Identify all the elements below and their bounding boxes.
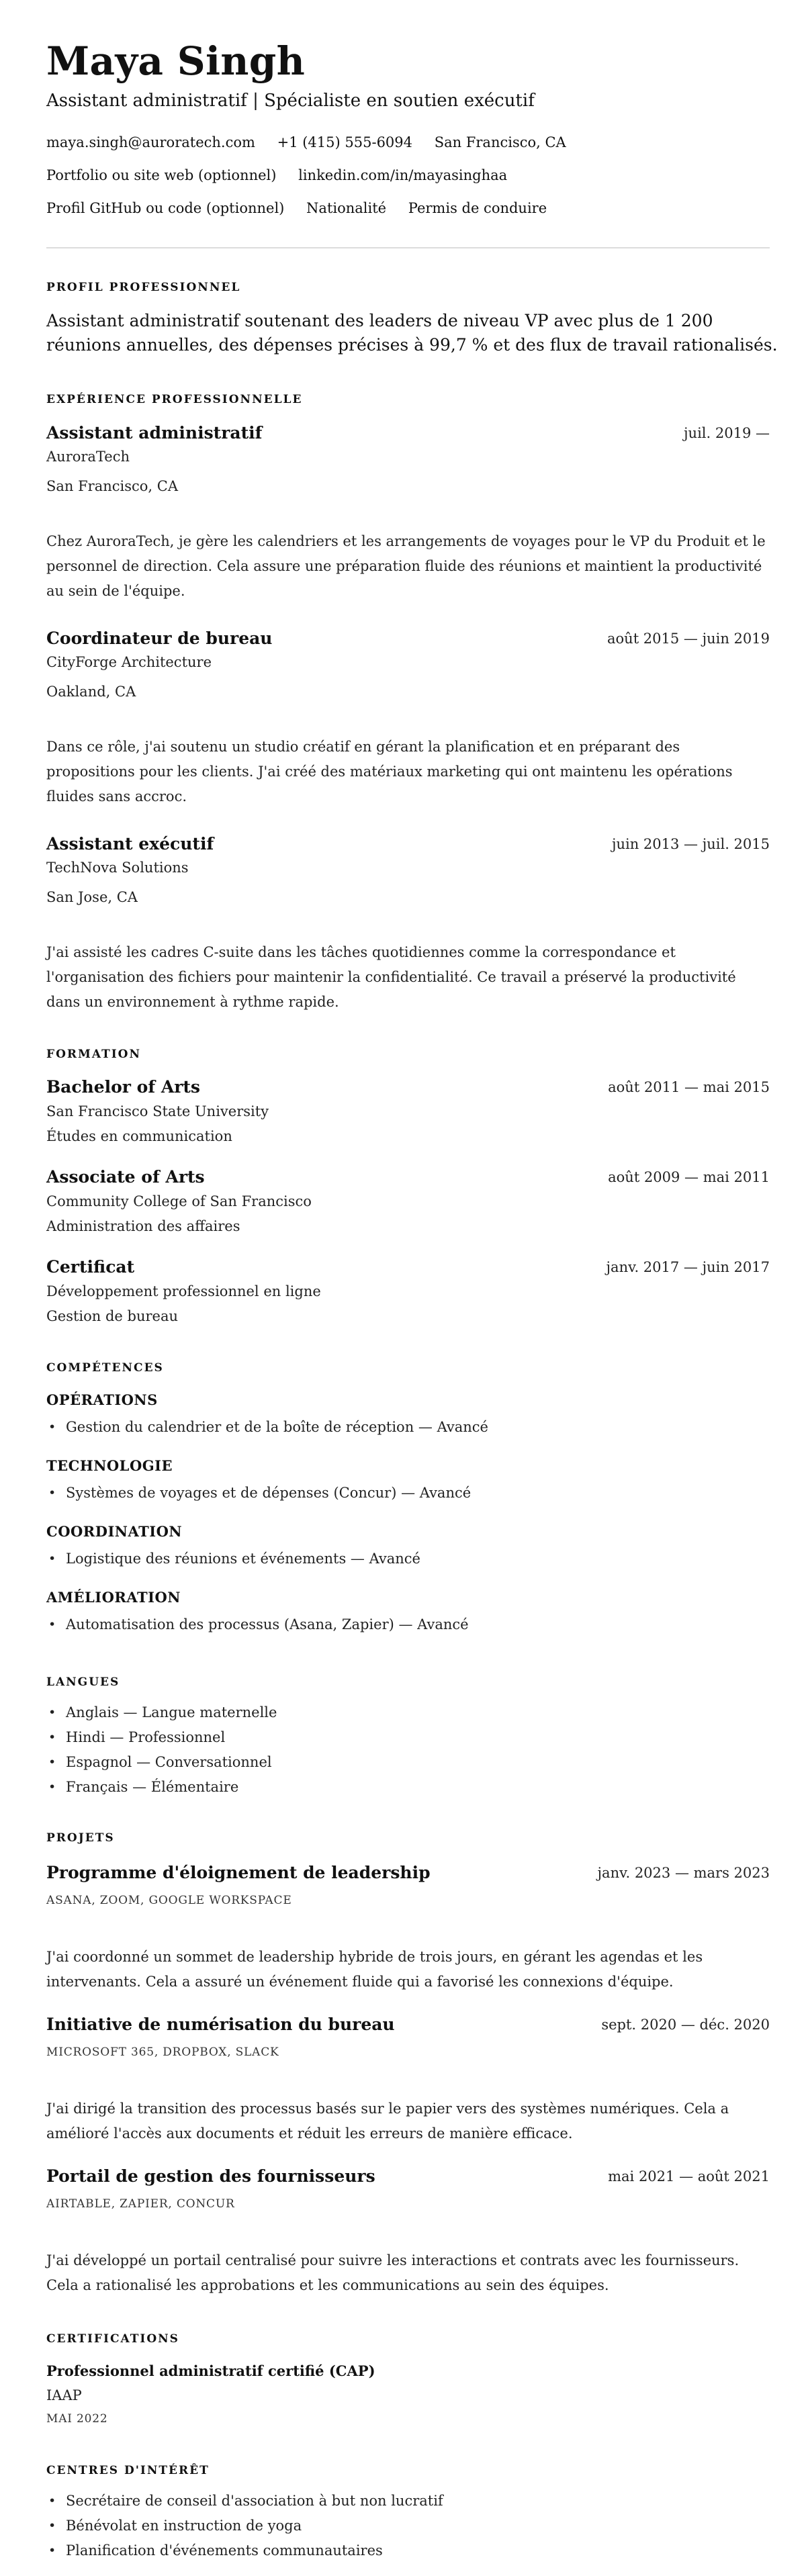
experience-location: San Francisco, CA (46, 478, 179, 494)
nationality-text: Nationalité (306, 200, 387, 216)
experience-description: Chez AuroraTech, je gère les calendriers et les arrangements de voyages pour le VP du Produit et le personnel de direction. Cela assure une préparation fluide des réunions et maintient la productivité au sein de l'équipe. (46, 533, 766, 599)
certification-issuer: IAAP (46, 2387, 82, 2403)
project-description: J'ai développé un portail centralisé pour suivre les interactions et contrats avec les fournisseurs. Cela a rationalisé les approbations et les communications au sein des équipes. (46, 2252, 740, 2293)
interests-heading: CENTRES D'INTÉRÊT (46, 2464, 210, 2477)
interest-item: • Planification d'événements communautaires (46, 2538, 443, 2563)
education-school: Community College of San Francisco (46, 1193, 312, 1209)
experience-title: Assistant exécutif (46, 834, 214, 854)
experience-location: Oakland, CA (46, 684, 136, 700)
languages-heading: LANGUES (46, 1675, 120, 1689)
github-link[interactable]: Profil GitHub ou code (optionnel) (46, 200, 285, 216)
project-dates: sept. 2020 — déc. 2020 (601, 2017, 770, 2033)
location-text: San Francisco, CA (434, 134, 566, 150)
language-item: • Hindi — Professionnel (46, 1725, 277, 1750)
education-field: Études en communication (46, 1128, 232, 1144)
skill-category: COORDINATION (46, 1523, 183, 1540)
skill-list (46, 1481, 471, 1506)
links-line (46, 167, 525, 183)
portfolio-link[interactable]: Portfolio ou site web (optionnel) (46, 167, 277, 183)
interest-item: • Secrétaire de conseil d'association à but non lucratif (46, 2489, 443, 2514)
project-tools: AIRTABLE, ZAPIER, CONCUR (46, 2197, 235, 2211)
experience-company: CityForge Architecture (46, 654, 212, 670)
education-degree: Bachelor of Arts (46, 1077, 201, 1097)
phone-text: +1 (415) 555-6094 (277, 134, 413, 150)
experience-description: Dans ce rôle, j'ai soutenu un studio créatif en gérant la planification et en préparant des propositions pour les clients. J'ai créé des matériaux marketing qui ont maintenu les opérations fluides sans accroc. (46, 739, 733, 804)
certification-name: Professionnel administratif certifié (CAP) (46, 2362, 375, 2379)
education-dates: août 2009 — mai 2011 (608, 1169, 770, 1185)
skill-list (46, 1415, 488, 1440)
education-heading: FORMATION (46, 1048, 142, 1061)
interests-list (46, 2489, 443, 2563)
skill-category: AMÉLIORATION (46, 1589, 181, 1606)
experience-location: San Jose, CA (46, 889, 138, 905)
skill-category: OPÉRATIONS (46, 1391, 158, 1408)
skill-item: • Gestion du calendrier et de la boîte de réception — Avancé (46, 1415, 488, 1440)
certification-date: MAI 2022 (46, 2412, 108, 2426)
skill-item: • Systèmes de voyages et de dépenses (Concur) — Avancé (46, 1481, 471, 1506)
project-title: Initiative de numérisation du bureau (46, 2015, 395, 2034)
education-school: Développement professionnel en ligne (46, 1283, 321, 1299)
profile-heading: PROFIL PROFESSIONNEL (46, 281, 241, 294)
experience-heading: EXPÉRIENCE PROFESSIONNELLE (46, 393, 303, 406)
projects-heading: PROJETS (46, 1831, 115, 1845)
experience-title: Coordinateur de bureau (46, 629, 273, 648)
education-field: Administration des affaires (46, 1218, 240, 1234)
project-title: Programme d'éloignement de leadership (46, 1863, 431, 1882)
contact-line (46, 134, 584, 150)
certifications-heading: CERTIFICATIONS (46, 2332, 179, 2346)
project-dates: janv. 2023 — mars 2023 (597, 1865, 770, 1881)
skill-item: • Logistique des réunions et événements — Avancé (46, 1547, 420, 1571)
project-tools: ASANA, ZOOM, GOOGLE WORKSPACE (46, 1894, 292, 1907)
education-dates: août 2011 — mai 2015 (608, 1079, 770, 1095)
skill-category: TECHNOLOGIE (46, 1457, 173, 1474)
project-tools: MICROSOFT 365, DROPBOX, SLACK (46, 2045, 279, 2059)
project-title: Portail de gestion des fournisseurs (46, 2166, 375, 2186)
candidate-subtitle: Assistant administratif | Spécialiste en soutien exécutif (46, 91, 535, 111)
experience-dates: juin 2013 — juil. 2015 (611, 836, 770, 852)
education-dates: janv. 2017 — juin 2017 (606, 1259, 770, 1275)
experience-dates: août 2015 — juin 2019 (607, 631, 770, 647)
profile-summary: Assistant administratif soutenant des leaders de niveau VP avec plus de 1 200 réunions annuelles, des dépenses précises à 99,7 % et des flux de travail rationalisés. (46, 311, 778, 355)
project-description: J'ai coordonné un sommet de leadership hybride de trois jours, en gérant les agendas et les intervenants. Cela a assuré un événement fluide qui a favorisé les connexions d'équipe. (46, 1949, 703, 1990)
language-item: • Anglais — Langue maternelle (46, 1700, 277, 1725)
experience-dates: juil. 2019 — (684, 425, 770, 441)
education-field: Gestion de bureau (46, 1308, 179, 1324)
experience-company: AuroraTech (46, 449, 130, 465)
email-link[interactable]: maya.singh@auroratech.com (46, 134, 255, 150)
header-divider (46, 247, 770, 248)
experience-company: TechNova Solutions (46, 860, 189, 876)
candidate-name: Maya Singh (46, 38, 306, 84)
language-item: • Français — Élémentaire (46, 1775, 277, 1800)
project-description: J'ai dirigé la transition des processus basés sur le papier vers des systèmes numériques. Cela a amélioré l'accès aux documents et réduit les erreurs de manière efficace. (46, 2101, 729, 2142)
license-text: Permis de conduire (408, 200, 547, 216)
skills-heading: COMPÉTENCES (46, 1361, 164, 1375)
languages-list (46, 1700, 277, 1800)
language-item: • Espagnol — Conversationnel (46, 1750, 277, 1775)
experience-description: J'ai assisté les cadres C-suite dans les tâches quotidiennes comme la correspondance et l'organisation des fichiers pour maintenir la confidentialité. Ce travail a préservé la productivité dans un environnement à rythme rapide. (46, 944, 736, 1010)
linkedin-link[interactable]: linkedin.com/in/mayasinghaa (298, 167, 508, 183)
project-dates: mai 2021 — août 2021 (608, 2168, 770, 2184)
skill-list (46, 1547, 420, 1571)
extra-info-line (46, 200, 564, 216)
education-school: San Francisco State University (46, 1103, 269, 1119)
skill-list (46, 1612, 469, 1637)
skill-item: • Automatisation des processus (Asana, Zapier) — Avancé (46, 1612, 469, 1637)
interest-item: • Bénévolat en instruction de yoga (46, 2514, 443, 2538)
education-degree: Certificat (46, 1257, 135, 1277)
education-degree: Associate of Arts (46, 1167, 205, 1187)
experience-title: Assistant administratif (46, 423, 263, 443)
